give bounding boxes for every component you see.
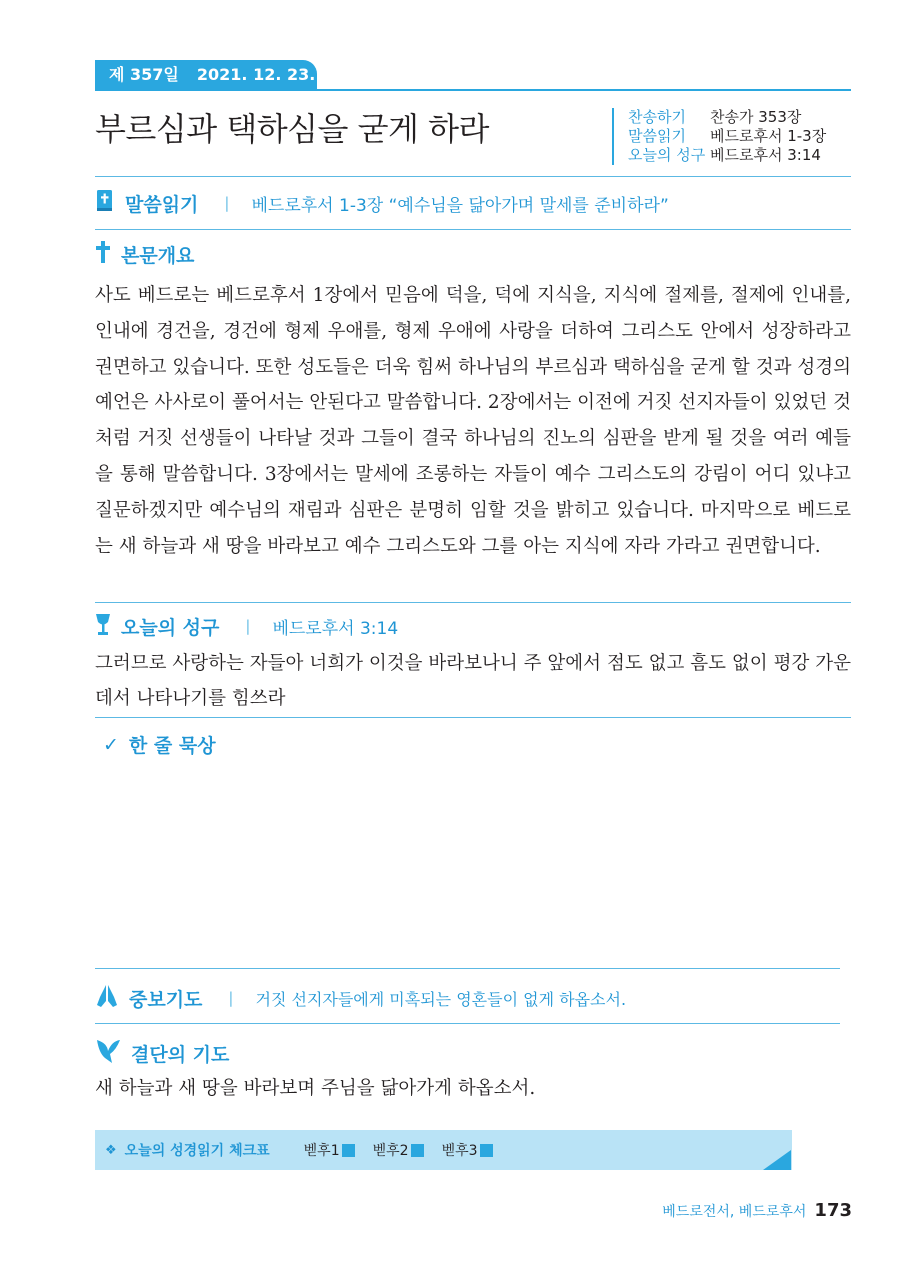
reading-section (95, 189, 669, 217)
day-badge (95, 60, 337, 90)
resolution-section (95, 1037, 229, 1069)
divider (95, 229, 851, 230)
divider (95, 717, 851, 718)
check-item[interactable]: 벧후1 (304, 1140, 355, 1160)
separator: | (224, 194, 230, 212)
meditation-writing-area[interactable] (95, 765, 851, 960)
date: 2021. 12. 23. 목 (196, 65, 337, 84)
reading-value: 베드로후서 1-3장 “예수님을 닮아가며 말세를 준비하라” (251, 195, 669, 216)
checkbox[interactable] (342, 1144, 355, 1157)
divider (95, 176, 851, 177)
checkbox[interactable] (480, 1144, 493, 1157)
bible-icon (95, 189, 115, 217)
verse-section (95, 612, 398, 640)
cross-icon (95, 240, 111, 268)
chalice-icon (95, 612, 111, 640)
page-corner-fold (763, 1150, 791, 1170)
page-title: 부르심과 택하심을 굳게 하라 (95, 110, 489, 148)
verse-label: 오늘의 성구 (121, 616, 220, 639)
info-verse: 오늘의 성구 베드로후서 3:14 (628, 146, 821, 164)
footer-books: 베드로전서, 베드로후서 (662, 1204, 807, 1220)
intercession-text: 거짓 선지자들에게 미혹되는 영혼들이 없게 하옵소서. (255, 989, 627, 1009)
checklist-title: 오늘의 성경읽기 체크표 (124, 1143, 270, 1159)
meditation-section (95, 731, 216, 758)
overview-text: 사도 베드로는 베드로후서 1장에서 믿음에 덕을, 덕에 지식을, 지식에 절제를, 절제에 인내를, 인내에 경건을, 경건에 형제 우애를, 형제 우애에 사랑을 더하여 그리스도 안에서 성장하라고 권면하고 있습니다. 또한 성도들은 더욱 힘써 하나님의 부르심과 택하심을 굳게 할 것과 성경의 예언은 사사로이 풀어서는 안된다고 말씀합니다. 2장에서는 이전에 거짓 선지자들이 있었던 것처럼 거짓 선생들이 나타날 것과 그들이 결국 하나님의 진노의 심판을 받게 될 것을 여러 예들을 통해 말씀합니다. 3장에서는 말세에 조롱하는 자들이 예수 그리스도의 강림이 어디 있냐고 질문하겠지만 예수님의 재림과 심판은 분명히 임할 것을 밝히고 있습니다. 마지막으로 베드로는 새 하늘과 새 땅을 바라보고 예수 그리스도와 그를 아는 지식에 자라 가라고 권면합니다. (95, 285, 851, 557)
side-info (612, 108, 826, 165)
check-item[interactable]: 벧후3 (442, 1140, 493, 1160)
overview-label: 본문개요 (121, 244, 195, 267)
reading-label: 말씀읽기 (125, 193, 199, 216)
divider (95, 602, 851, 603)
day-number: 제 357일 (109, 65, 179, 84)
verse-ref: 베드로후서 3:14 (272, 618, 399, 639)
check-icon: ✓ (103, 733, 119, 756)
check-item[interactable]: 벧후2 (373, 1140, 424, 1160)
top-rule (95, 89, 851, 91)
info-reading: 말씀읽기 베드로후서 1-3장 (628, 127, 827, 145)
resolution-text: 새 하늘과 새 땅을 바라보며 주님을 닮아가게 하옵소서. (95, 1078, 536, 1099)
praying-hands-icon (95, 983, 119, 1013)
page-footer (662, 1200, 852, 1221)
resolution-label: 결단의 기도 (131, 1043, 230, 1066)
divider (95, 968, 840, 969)
divider (95, 1023, 840, 1024)
checkbox[interactable] (411, 1144, 424, 1157)
separator: | (245, 617, 251, 635)
overview-section (95, 240, 194, 268)
diamond-icon: ❖ (105, 1142, 117, 1158)
meditation-label: 한 줄 묵상 (128, 735, 216, 757)
intercession-section (95, 983, 626, 1013)
info-hymn: 찬송하기 찬송가 353장 (628, 108, 802, 126)
dove-icon (95, 1037, 121, 1069)
page-number: 173 (814, 1200, 852, 1221)
separator: | (228, 989, 234, 1007)
verse-text: 그러므로 사랑하는 자들아 너희가 이것을 바라보나니 주 앞에서 점도 없고 흠도 없이 평강 가운데서 나타나기를 힘쓰라 (95, 653, 851, 709)
reading-checklist (95, 1130, 792, 1170)
intercession-label: 중보기도 (129, 988, 203, 1011)
